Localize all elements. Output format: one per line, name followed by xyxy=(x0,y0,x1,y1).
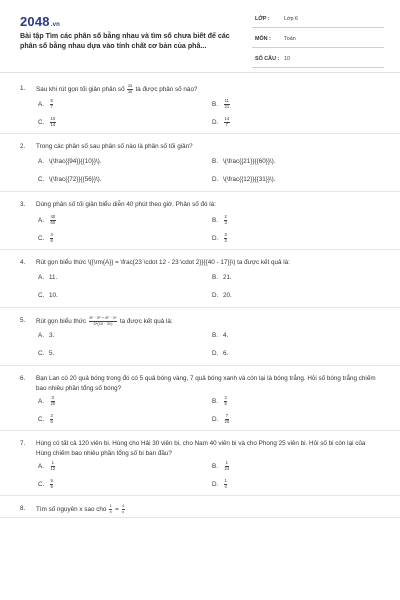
fraction-denominator: 5 xyxy=(50,418,53,424)
option-letter: C. xyxy=(38,176,45,183)
answer-options xyxy=(0,271,400,307)
fraction xyxy=(224,233,227,243)
option-letter: C. xyxy=(38,292,45,299)
fraction xyxy=(224,99,230,109)
option-letter: D. xyxy=(212,415,219,423)
answer-option-b[interactable] xyxy=(212,331,228,341)
question-text xyxy=(0,139,400,155)
answer-option-c[interactable] xyxy=(38,233,54,243)
answer-option-a[interactable] xyxy=(38,331,54,341)
fraction-denominator: 7 xyxy=(225,121,228,127)
text-run: \(\frac{{21}}{{60}}\). xyxy=(223,158,276,165)
fraction-numerator: 3 xyxy=(51,395,54,400)
question-number: 3. xyxy=(20,201,26,208)
option-letter: A. xyxy=(38,332,44,339)
meta-value: Toán xyxy=(284,36,296,42)
question-5 xyxy=(0,308,400,366)
answer-options xyxy=(0,97,400,133)
text-run: 11. xyxy=(49,274,58,281)
answer-option-b[interactable] xyxy=(212,99,231,109)
question-text xyxy=(0,436,400,459)
answer-option-d[interactable] xyxy=(212,349,228,359)
fraction-numerator: 3 xyxy=(224,232,227,237)
fraction-numerator: 25 xyxy=(127,83,133,88)
fraction xyxy=(224,215,227,225)
option-letter: D. xyxy=(212,480,219,488)
fraction xyxy=(50,233,53,243)
answer-option-a[interactable] xyxy=(38,273,57,283)
fraction-denominator: 24 xyxy=(224,465,230,471)
fraction xyxy=(50,414,53,424)
answer-option-c[interactable] xyxy=(38,479,54,489)
header-divider xyxy=(0,72,400,73)
fraction-denominator: 3 xyxy=(224,219,227,225)
fraction-denominator: 6 xyxy=(50,237,53,243)
option-letter: A. xyxy=(38,462,44,470)
question-number: 5. xyxy=(20,317,26,324)
option-letter: B. xyxy=(212,100,218,108)
text-run: 20. xyxy=(223,292,232,299)
question-text xyxy=(0,197,400,213)
fraction xyxy=(50,479,53,489)
meta-value: Lớp 6 xyxy=(284,16,299,22)
question-number: 4. xyxy=(20,259,26,266)
question-2 xyxy=(0,134,400,192)
option-letter: B. xyxy=(212,158,218,165)
fraction xyxy=(50,117,56,127)
option-letter: A. xyxy=(38,216,44,224)
logo-text: 2048 xyxy=(20,14,50,29)
fraction xyxy=(224,479,227,489)
fraction-denominator: 12 xyxy=(50,465,56,471)
text-run: Dùng phân số tối giản biểu diễn 40 phút theo giờ. Phân số đó là: xyxy=(36,201,216,208)
fraction-denominator: 20 xyxy=(224,418,230,424)
text-run: \(\frac{{12}}{{31}}\). xyxy=(223,176,276,183)
answer-option-b[interactable] xyxy=(212,157,276,167)
fraction-denominator: 5 xyxy=(224,400,227,406)
fraction-numerator: 1 xyxy=(109,503,112,508)
option-letter: B. xyxy=(212,462,218,470)
fraction xyxy=(50,215,56,225)
text-run: = xyxy=(113,505,121,513)
text-run: 10. xyxy=(49,292,58,299)
fraction-denominator: 14 xyxy=(50,121,56,127)
question-6 xyxy=(0,366,400,431)
fraction xyxy=(122,504,125,514)
answer-option-d[interactable] xyxy=(212,117,231,127)
option-letter: D. xyxy=(212,350,219,357)
text-run: Tìm số nguyên x sao cho xyxy=(36,505,109,513)
fraction xyxy=(224,396,227,406)
text-run: 6. xyxy=(223,350,229,357)
answer-option-a[interactable] xyxy=(38,461,57,471)
answer-option-b[interactable] xyxy=(212,396,228,406)
meta-label: LỚP : xyxy=(255,16,270,22)
fraction-numerator: 40 xyxy=(50,214,56,219)
answer-option-b[interactable] xyxy=(212,461,231,471)
answer-option-d[interactable] xyxy=(212,291,232,301)
text-run: \(\frac{{72}}{{56}}\). xyxy=(49,176,102,183)
option-letter: C. xyxy=(38,234,45,242)
fraction xyxy=(50,99,53,109)
meta-label: SỐ CÂU : xyxy=(255,56,280,62)
answer-option-c[interactable] xyxy=(38,291,58,301)
question-number: 7. xyxy=(20,440,26,447)
option-letter: D. xyxy=(212,118,219,126)
fraction xyxy=(50,396,56,406)
question-number: 2. xyxy=(20,143,26,150)
option-letter: A. xyxy=(38,158,44,165)
answer-options xyxy=(0,329,400,365)
text-run: 5. xyxy=(49,350,55,357)
question-text xyxy=(0,255,400,271)
option-letter: C. xyxy=(38,415,45,423)
fraction xyxy=(89,316,117,326)
fraction-numerator: 11 xyxy=(224,98,230,103)
fraction xyxy=(127,84,132,94)
question-7 xyxy=(0,431,400,496)
answer-option-d[interactable] xyxy=(212,414,231,424)
question-3 xyxy=(0,192,400,250)
question-text xyxy=(0,81,400,97)
meta-row-class xyxy=(252,12,384,28)
fraction-denominator: x xyxy=(109,508,112,514)
fraction-numerator: 1 xyxy=(51,460,54,465)
option-letter: A. xyxy=(38,100,44,108)
text-run: ta được phân số nào? xyxy=(133,85,198,93)
answer-option-b[interactable] xyxy=(212,215,228,225)
option-letter: B. xyxy=(212,332,218,339)
fraction-numerator: 5 xyxy=(50,98,53,103)
fraction-denominator: 35 xyxy=(127,88,133,94)
answer-option-a[interactable] xyxy=(38,157,102,167)
fraction-numerator: 14 xyxy=(224,116,230,121)
option-letter: D. xyxy=(212,234,219,242)
meta-row-count xyxy=(252,52,384,68)
fraction-numerator: 1 xyxy=(225,460,228,465)
option-letter: B. xyxy=(212,274,218,281)
answer-option-a[interactable] xyxy=(38,396,57,406)
fraction xyxy=(50,461,56,471)
text-run: \(\frac{{94}}{{10}}\). xyxy=(49,158,102,165)
fraction-numerator: 2 xyxy=(224,214,227,219)
meta-label: MÔN : xyxy=(255,36,271,42)
text-run: 3. xyxy=(49,332,55,339)
meta-row-subject xyxy=(252,32,384,48)
fraction-denominator: 6 xyxy=(50,483,53,489)
text-run: 4. xyxy=(223,332,229,339)
question-list xyxy=(0,76,400,518)
answer-options xyxy=(0,213,400,249)
fraction-numerator: 6⁵ · 3⁵ + 6⁵ · 3⁴ xyxy=(89,315,117,320)
answer-option-a[interactable] xyxy=(38,99,54,109)
fraction-denominator: 20 xyxy=(50,400,56,406)
text-run: Trong các phân số sau phân số nào là phân số tối giản? xyxy=(36,143,193,150)
fraction-numerator: 4 xyxy=(50,232,53,237)
answer-options xyxy=(0,394,400,430)
fraction-numerator: 2 xyxy=(224,395,227,400)
option-letter: B. xyxy=(212,216,218,224)
answer-options xyxy=(0,155,400,191)
fraction-denominator: 60 xyxy=(50,219,56,225)
option-letter: C. xyxy=(38,480,45,488)
text-run: Sau khi rút gọn tối giản phân số xyxy=(36,85,127,93)
question-number: 1. xyxy=(20,85,26,92)
text-run: Rút gọn biểu thức \({\rm{A}} = \frac{23 \cdot 12 - 23 \cdot 2}}{{40 - 17}}\) ta được kết quả là: xyxy=(36,259,290,266)
answer-option-d[interactable] xyxy=(212,479,228,489)
text-run: Hùng có tất cả 120 viên bi. Hùng cho Hải 30 viên bi, cho Nam 40 viên bi và cho Phong 25 viên bi. Hỏi số bi còn lại của Hùng chiếm bao nhiêu phần tổng số bi ban đầu? xyxy=(36,440,366,457)
logo-suffix: .vn xyxy=(50,22,61,28)
document-title: Bài tập Tìm các phân số bằng nhau và tìm số chưa biết để các phân số bằng nhau dựa vào tính chất cơ bản của phâ... xyxy=(20,32,230,50)
option-letter: A. xyxy=(38,274,44,281)
fraction-numerator: 4 xyxy=(122,503,125,508)
option-letter: A. xyxy=(38,397,44,405)
document-header xyxy=(0,0,400,68)
fraction-denominator: 2 xyxy=(224,237,227,243)
meta-value: 10 xyxy=(284,56,290,62)
answer-option-d[interactable] xyxy=(212,175,276,185)
fraction-denominator: 4 xyxy=(224,483,227,489)
document-meta xyxy=(252,12,384,72)
fraction xyxy=(109,504,112,514)
answer-option-c[interactable] xyxy=(38,414,54,424)
text-run: ta được kết quả là: xyxy=(118,317,173,325)
option-letter: C. xyxy=(38,350,45,357)
answer-options xyxy=(0,459,400,495)
question-text xyxy=(0,313,400,329)
question-number: 6. xyxy=(20,375,26,382)
fraction xyxy=(224,461,230,471)
fraction-numerator: 7 xyxy=(225,413,228,418)
text-run: Bạn Lan có 20 quả bóng trong đó có 5 quả bóng vàng, 7 quả bóng xanh và còn lại là bóng trắng. Hỏi số bóng trắng chiếm bao nhiêu phần tổng số bóng? xyxy=(36,375,376,392)
answer-option-c[interactable] xyxy=(38,175,102,185)
fraction-numerator: 5 xyxy=(50,478,53,483)
text-run: 21. xyxy=(223,274,232,281)
fraction-numerator: 3 xyxy=(50,413,53,418)
site-logo[interactable] xyxy=(20,14,60,29)
question-4 xyxy=(0,250,400,308)
option-letter: C. xyxy=(38,118,45,126)
answer-option-b[interactable] xyxy=(212,273,232,283)
question-text xyxy=(0,501,400,517)
fraction-numerator: 10 xyxy=(50,116,56,121)
fraction-numerator: 1 xyxy=(224,478,227,483)
fraction-denominator: 3⁴(10 · 31) xyxy=(93,320,113,326)
question-8 xyxy=(0,496,400,518)
fraction xyxy=(224,117,230,127)
answer-option-d[interactable] xyxy=(212,233,228,243)
answer-option-a[interactable] xyxy=(38,215,57,225)
question-text xyxy=(0,371,400,394)
option-letter: D. xyxy=(212,176,219,183)
fraction-denominator: 7 xyxy=(50,103,53,109)
question-1 xyxy=(0,76,400,134)
question-number: 8. xyxy=(20,505,26,512)
option-letter: B. xyxy=(212,397,218,405)
text-run: Rút gọn biểu thức xyxy=(36,317,88,325)
answer-option-c[interactable] xyxy=(38,117,57,127)
fraction-denominator: 21 xyxy=(224,103,230,109)
answer-option-c[interactable] xyxy=(38,349,54,359)
fraction xyxy=(224,414,230,424)
fraction-denominator: x xyxy=(122,508,125,514)
option-letter: D. xyxy=(212,292,219,299)
